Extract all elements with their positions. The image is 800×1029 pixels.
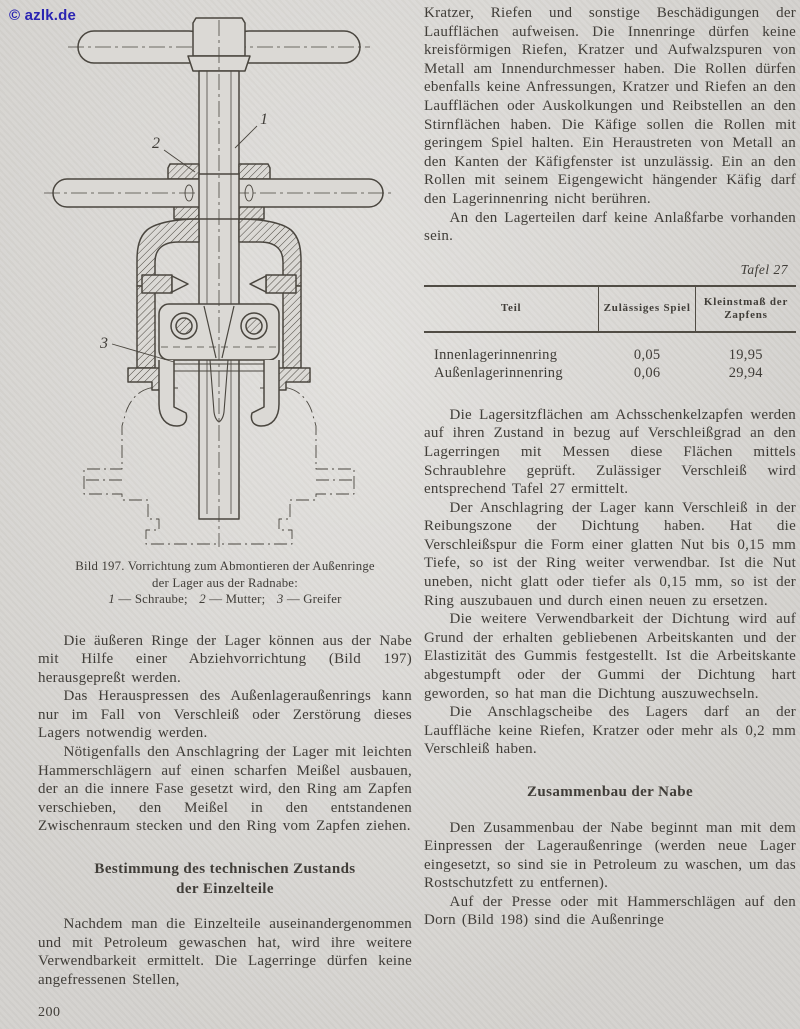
left-column <box>38 14 412 1021</box>
paragraph: Den Zusammenbau der Nabe beginnt man mit dem Einpressen der Lageraußenringe (werden neue Lager eingesetzt, so sind sie in Petroleum zu waschen, um das Rostschutzfett zu entfernen). <box>424 819 796 892</box>
part-label-gripper: 3 <box>100 335 108 352</box>
paragraph: Das Herauspressen des Außenlageraußenrings kann nur im Fall von Verschleiß oder Zerstörung dieses Lagers notwendig werden. <box>38 688 412 742</box>
table-row <box>424 332 796 364</box>
paragraph: Nachdem man die Einzelteile auseinandergenommen und mit Petroleum gewaschen hat, wird ihre weitere Verwendbarkeit ermittelt. Die Lagerringe dürfen keine angefressenen Stellen, <box>38 916 412 988</box>
paragraph: Auf der Presse oder mit Hammerschlägen auf den Dorn (Bild 198) sind die Außenringe <box>424 893 796 929</box>
col-header-kleinstmass: Kleinstmaß der Zapfens <box>696 286 796 332</box>
cell-spiel: 0,06 <box>633 364 661 381</box>
paragraph: Nötigenfalls den Anschlagring der Lager mit leichten Hammerschlägern auf einen scharfen Meißel ausbauen, der an die innere Fase gesetzt wird, den Ring am Zapfen verschieben, den Meißel in den entstandenen Zwischenraum stecken und den Ring vom Zapfen ziehen. <box>38 744 412 835</box>
col-header-zulaessiges-spiel: Zulässiges Spiel <box>599 286 696 332</box>
figure-bild-197 <box>38 14 412 608</box>
right-column <box>424 4 796 930</box>
left-text-block <box>38 632 412 837</box>
cell-teil: Außenlagerinnenring <box>434 364 563 381</box>
paragraph: Die Lagersitzflächen am Achsschenkelzapfen werden auf ihren Zustand in bezug auf Verschleißgrad an den Lagerringen mit Messen diese Flächen mittels Schraublehre geprüft. Zulässiger Verschleiß wird entsprechend Tafel 27 ermittelt. <box>424 406 796 498</box>
figure-caption-line2: der Lager aus der Radnabe: <box>152 575 298 590</box>
paragraph: Die weitere Verwendbarkeit der Dichtung wird auf Grund der erhalten gebliebenen Arbeitskanten und der Elastizität des Gummis festgestellt. Ist die Arbeitskante abgestumpft oder der Gummi der Dichtung hart geworden, so hat man die Dichtung auszuwechseln. <box>424 611 796 702</box>
table-row <box>424 364 796 392</box>
part-label-nut: 2 <box>152 135 160 152</box>
paragraph: Die äußeren Ringe der Lager können aus der Nabe mit Hilfe einer Abziehvorrichtung (Bild 197) herausgepreßt werden. <box>38 632 412 686</box>
paragraph: Kratzer, Riefen und sonstige Beschädigungen der Laufflächen aufweisen. Die Innenringe dürfen keine kreisförmigen Riefen, Kratzer und Aufwalzspuren von Metall am Innendurchmesser haben. Die Rollen dürfen ebenfalls keine Anfressungen, Kratzer und Riefen an den Laufflächen oder Auskolkungen und Reibstellen an den Stirnflächen haben. Die Käfige sollen die Rollen mit geringem Spiel halten. Ein Heraustreten von Metall an den Kanten der Käfigfenster ist unzulässig. Ein an den Rollen mit seinem Eigengewicht hängender Käfig darf den Lagerinnenring nicht berühren. <box>424 5 796 207</box>
cell-teil: Innenlagerinnenring <box>434 346 558 363</box>
legend-item-greifer: 3 — Greifer <box>276 592 342 606</box>
spec-table <box>424 285 796 392</box>
legend-item-mutter: 2 — Mutter; <box>199 592 266 606</box>
section-heading-bestimmung: Bestimmung des technischen Zustands der Einzelteile <box>94 861 356 897</box>
table-caption: Tafel 27 <box>740 261 788 277</box>
paragraph: An den Lagerteilen darf keine Anlaßfarbe vorhanden sein. <box>424 209 796 245</box>
table-header-row <box>424 286 796 332</box>
cell-kleinstmass: 29,94 <box>728 364 763 381</box>
figure-caption-line1: Bild 197. Vorrichtung zum Abmontieren der Außenringe <box>75 559 375 573</box>
watermark: © azlk.de <box>9 7 77 24</box>
page-number: 200 <box>38 1005 61 1021</box>
paragraph: Die Anschlagscheibe des Lagers darf an der Lauffläche keine Riefen, Kratzer oder mehr als 0,2 mm Verschleiß haben. <box>424 704 796 758</box>
figure-legend <box>38 591 412 608</box>
paragraph: Der Anschlagring der Lager kann Verschleiß in der Reibungszone der Dichtung haben. Hat die Verschleißspur die Form einer glatten Nut bis 0,15 mm Tiefe, so ist der Ring weiter verwendbar. Ist die Nut uneben, nicht glatt oder tiefer als 0,15 mm, so ist der Ring auszubauen und durch einen neuen zu ersetzen. <box>424 499 796 609</box>
col-header-teil: Teil <box>424 286 599 332</box>
figure-drawing <box>38 14 410 554</box>
cell-kleinstmass: 19,95 <box>728 346 763 363</box>
figure-caption <box>38 558 412 608</box>
cell-spiel: 0,05 <box>633 346 661 363</box>
legend-item-schraube: 1 — Schraube; <box>108 592 188 606</box>
part-label-screw: 1 <box>260 111 268 128</box>
section-heading-zusammenbau: Zusammenbau der Nabe <box>526 784 694 800</box>
